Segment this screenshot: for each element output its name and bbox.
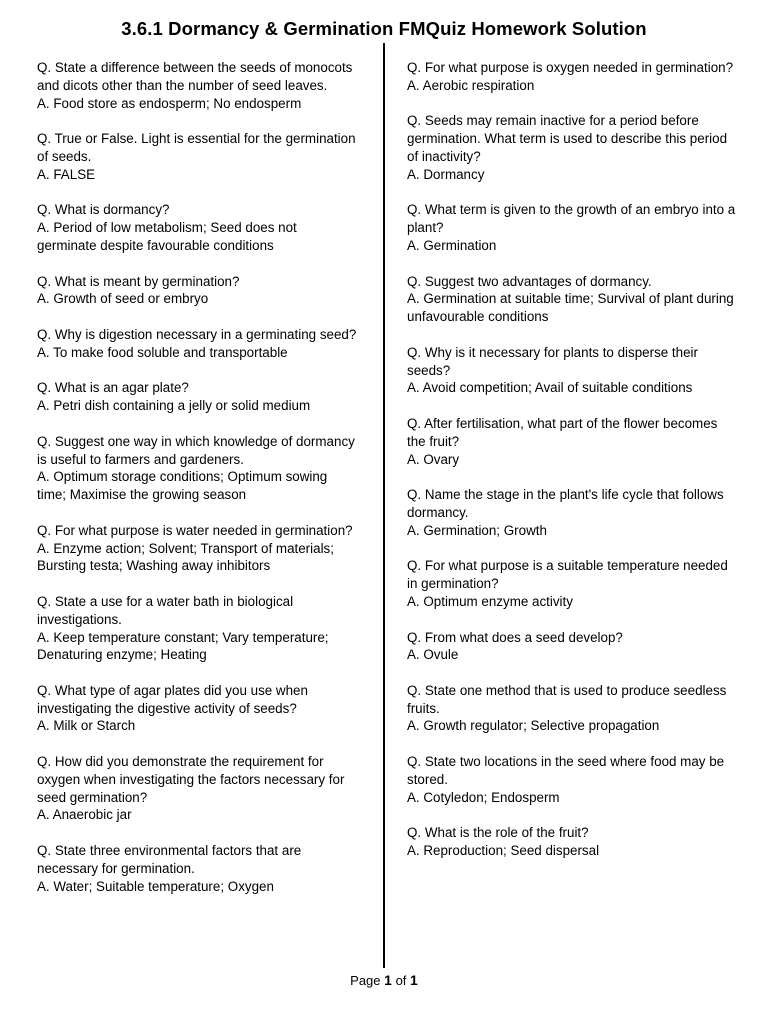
question-text: Q. Suggest two advantages of dormancy.	[407, 273, 652, 289]
question-text: Q. Suggest one way in which knowledge of dormancy is useful to farmers and gardeners.	[37, 433, 355, 467]
qa-item	[407, 201, 737, 254]
qa-item	[407, 629, 737, 665]
page-label: Page	[350, 973, 381, 988]
answer-text: A. Enzyme action; Solvent; Transport of materials; Bursting testa; Washing away inhibitors	[37, 540, 334, 574]
answer-text: A. Ovule	[407, 647, 459, 663]
question-text: Q. From what does a seed develop?	[407, 629, 623, 645]
question-text: Q. What type of agar plates did you use when investigating the digestive activity of seeds?	[37, 682, 308, 716]
answer-text: A. Optimum storage conditions; Optimum sowing time; Maximise the growing season	[37, 469, 328, 503]
question-text: Q. Seeds may remain inactive for a period before germination. What term is used to describe this period of inactivity?	[407, 113, 728, 164]
qa-item	[407, 415, 737, 468]
answer-text: A. Growth of seed or embryo	[37, 291, 209, 307]
answer-text: A. Germination	[407, 237, 497, 253]
answer-text: A. Avoid competition; Avail of suitable conditions	[407, 380, 693, 396]
qa-item	[37, 842, 359, 895]
qa-item	[37, 379, 359, 415]
qa-item	[407, 824, 737, 860]
qa-item	[37, 753, 359, 824]
question-text: Q. Name the stage in the plant's life cycle that follows dormancy.	[407, 487, 724, 520]
column-divider	[383, 43, 385, 968]
question-text: Q. True or False. Light is essential for the germination of seeds.	[37, 131, 356, 164]
right-column	[407, 59, 737, 878]
answer-text: A. To make food soluble and transportable	[37, 344, 288, 360]
question-text: Q. For what purpose is a suitable temperature needed in germination?	[407, 558, 728, 592]
qa-item	[407, 59, 737, 95]
answer-text: A. Water; Suitable temperature; Oxygen	[37, 878, 274, 894]
question-text: Q. Why is it necessary for plants to disperse their seeds?	[407, 344, 698, 378]
qa-item	[407, 753, 737, 806]
question-text: Q. State two locations in the seed where food may be stored.	[407, 754, 725, 787]
page-current: 1	[384, 972, 392, 988]
qa-item	[407, 112, 737, 183]
question-text: Q. After fertilisation, what part of the flower becomes the fruit?	[407, 415, 718, 449]
question-text: Q. For what purpose is water needed in germination?	[37, 522, 353, 538]
answer-text: A. Dormancy	[407, 166, 485, 182]
answer-text: A. Germination at suitable time; Survival of plant during unfavourable conditions	[407, 291, 734, 325]
qa-item	[407, 344, 737, 397]
answer-text: A. Keep temperature constant; Vary temperature; Denaturing enzyme; Heating	[37, 629, 329, 663]
qa-item	[407, 486, 737, 539]
question-text: Q. What term is given to the growth of an embryo into a plant?	[407, 202, 736, 236]
question-text: Q. State a use for a water bath in biological investigations.	[37, 593, 294, 627]
page-title: 3.6.1 Dormancy & Germination FMQuiz Homework Solution	[121, 18, 647, 39]
question-text: Q. What is meant by germination?	[37, 273, 240, 289]
answer-text: A. Milk or Starch	[37, 718, 136, 734]
page-footer	[0, 972, 768, 988]
question-text: Q. State three environmental factors that are necessary for germination.	[37, 843, 302, 876]
answer-text: A. Period of low metabolism; Seed does not germinate despite favourable conditions	[37, 220, 297, 253]
answer-text: A. Optimum enzyme activity	[407, 593, 573, 609]
answer-text: A. Germination; Growth	[407, 522, 547, 538]
question-text: Q. What is dormancy?	[37, 202, 170, 218]
answer-text: A. Reproduction; Seed dispersal	[407, 843, 600, 859]
qa-item	[37, 593, 359, 664]
question-text: Q. State one method that is used to produce seedless fruits.	[407, 682, 727, 716]
answer-text: A. FALSE	[37, 166, 96, 182]
answer-text: A. Growth regulator; Selective propagation	[407, 718, 660, 734]
question-text: Q. Why is digestion necessary in a germinating seed?	[37, 326, 357, 342]
qa-item	[407, 273, 737, 326]
qa-item	[37, 59, 359, 112]
qa-item	[37, 326, 359, 362]
answer-text: A. Aerobic respiration	[407, 77, 535, 93]
question-text: Q. What is the role of the fruit?	[407, 825, 589, 841]
answer-text: A. Ovary	[407, 451, 460, 467]
qa-item	[407, 682, 737, 735]
answer-text: A. Petri dish containing a jelly or solid medium	[37, 398, 311, 414]
answer-text: A. Anaerobic jar	[37, 807, 132, 823]
left-column	[37, 59, 359, 913]
qa-item	[37, 130, 359, 183]
answer-text: A. Food store as endosperm; No endosperm	[37, 95, 302, 111]
qa-item	[37, 273, 359, 309]
qa-item	[37, 201, 359, 254]
qa-item	[407, 557, 737, 610]
qa-item	[37, 433, 359, 504]
answer-text: A. Cotyledon; Endosperm	[407, 789, 560, 805]
question-text: Q. What is an agar plate?	[37, 380, 189, 396]
question-text: Q. For what purpose is oxygen needed in germination?	[407, 60, 734, 75]
page-total: 1	[410, 972, 418, 988]
qa-item	[37, 682, 359, 735]
qa-item	[37, 522, 359, 575]
page-of: of	[395, 973, 407, 988]
question-text: Q. How did you demonstrate the requirement for oxygen when investigating the factors necessary for seed germination?	[37, 754, 345, 805]
question-text: Q. State a difference between the seeds of monocots and dicots other than the number of seed leaves.	[37, 60, 353, 93]
